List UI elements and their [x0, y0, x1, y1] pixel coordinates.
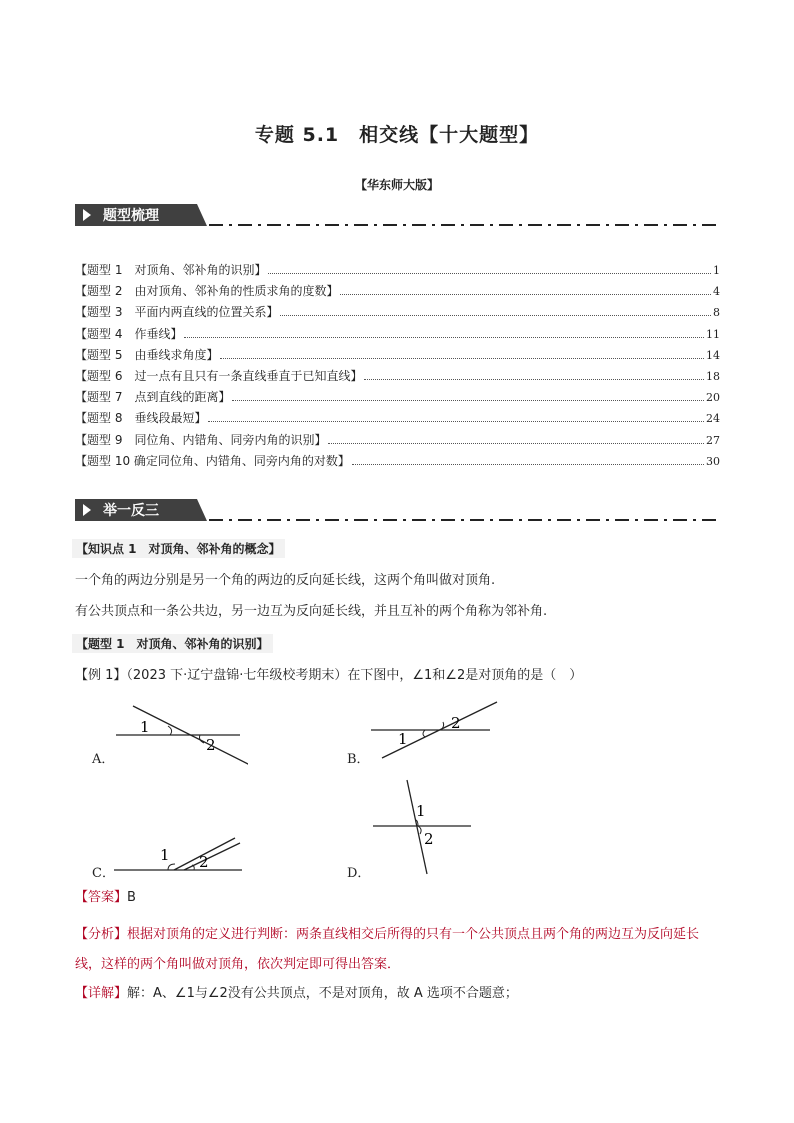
- svg-text:1: 1: [160, 846, 170, 864]
- toc-item[interactable]: [75, 408, 720, 429]
- svg-text:2: 2: [424, 830, 434, 848]
- toc-item-label: 【题型 8 垂线段最短】: [75, 411, 207, 426]
- figure-option-d[interactable]: [345, 776, 485, 881]
- toc-item[interactable]: [75, 302, 720, 323]
- toc-item-page: 24: [706, 412, 720, 426]
- toc-leader: [280, 305, 711, 316]
- banner-shape: [75, 497, 720, 523]
- figure-option-a[interactable]: [88, 700, 248, 770]
- toc-item-page: 30: [706, 454, 720, 468]
- toc-item-label: 【题型 9 同位角、内错角、同旁内角的识别】: [75, 432, 327, 447]
- section-banner-practice: [75, 497, 720, 523]
- edition-label: 【华东师大版】: [354, 178, 439, 192]
- toc-item-page: 20: [706, 391, 720, 405]
- toc-item[interactable]: [75, 324, 720, 345]
- toc-item-page: 14: [706, 348, 720, 362]
- knowledge-line-1: 一个角的两边分别是另一个角的两边的反向延长线，这两个角叫做对顶角.: [75, 573, 496, 588]
- toc-item[interactable]: [75, 387, 720, 408]
- toc-item-page: 1: [713, 264, 720, 277]
- toc-item-page: 18: [706, 369, 720, 383]
- toc-leader: [268, 263, 711, 274]
- question-type-tag: 【题型 1 对顶角、邻补角的识别】: [72, 634, 273, 653]
- svg-text:1: 1: [416, 802, 426, 820]
- section-banner-toc: [75, 202, 720, 228]
- toc-leader: [364, 369, 704, 380]
- answer-line: [75, 888, 725, 908]
- svg-text:2: 2: [206, 736, 216, 754]
- analysis-label: 【分析】: [75, 927, 128, 942]
- option-c-label: C．: [92, 866, 115, 881]
- svg-text:1: 1: [398, 730, 408, 748]
- toc-item[interactable]: [75, 260, 720, 281]
- toc-item-label: 【题型 7 点到直线的距离】: [75, 390, 231, 405]
- toc-item-label: 【题型 10 确定同位角、内错角、同旁内角的对数】: [75, 453, 350, 468]
- toc-item[interactable]: [75, 451, 720, 472]
- toc-leader: [328, 433, 704, 444]
- option-a-label: A．: [92, 752, 115, 767]
- svg-text:2: 2: [451, 714, 461, 732]
- svg-text:1: 1: [140, 718, 150, 736]
- toc-leader: [208, 411, 704, 422]
- banner-label: 题型梳理: [103, 208, 159, 224]
- toc-item-page: 11: [706, 327, 720, 341]
- detail-paragraph: [75, 984, 725, 1004]
- example-question: 【例 1】（2023 下·辽宁盘锦·七年级校考期末）在下图中，∠1和∠2是对顶角的是（ ）: [75, 668, 583, 683]
- toc-item-label: 【题型 3 平面内两直线的位置关系】: [75, 305, 279, 320]
- toc-leader: [340, 284, 711, 295]
- answer-value: B: [127, 890, 136, 905]
- toc-item-page: 4: [713, 285, 720, 299]
- toc-leader: [232, 390, 704, 401]
- knowledge-tag: 【知识点 1 对顶角、邻补角的概念】: [72, 539, 285, 558]
- detail-text: 解：A、∠1与∠2没有公共顶点，不是对顶角，故 A 选项不合题意；: [127, 986, 518, 1001]
- toc-leader: [184, 327, 704, 338]
- knowledge-line-2: 有公共顶点和一条公共边，另一边互为反向延长线，并且互补的两个角称为邻补角.: [75, 604, 548, 619]
- toc-item-label: 【题型 4 作垂线】: [75, 326, 183, 341]
- svg-text:2: 2: [199, 853, 209, 871]
- toc-item-label: 【题型 6 过一点有且只有一条直线垂直于已知直线】: [75, 368, 363, 383]
- toc-item[interactable]: [75, 345, 720, 366]
- figure-option-b[interactable]: [345, 700, 505, 770]
- banner-label: 举一反三: [103, 503, 159, 519]
- answer-label: 【答案】: [75, 890, 128, 905]
- toc-item[interactable]: [75, 366, 720, 387]
- figure-option-c[interactable]: [88, 830, 258, 885]
- option-b-label: B．: [347, 752, 370, 767]
- toc-item[interactable]: [75, 281, 720, 302]
- option-d-label: D．: [347, 866, 371, 881]
- toc-item-page: 27: [706, 433, 720, 447]
- analysis-paragraph: [75, 920, 725, 980]
- toc-leader: [220, 348, 704, 359]
- toc-item-label: 【题型 5 由垂线求角度】: [75, 347, 219, 362]
- toc-item[interactable]: [75, 430, 720, 451]
- toc-item-label: 【题型 1 对顶角、邻补角的识别】: [75, 263, 267, 277]
- analysis-text: 根据对顶角的定义进行判断：两条直线相交后所得的只有一个公共顶点且两个角的两边互为反向延长线，这样的两个角叫做对顶角，依次判定即可得出答案．: [75, 927, 700, 972]
- toc-item-page: 8: [713, 306, 720, 320]
- table-of-contents: [75, 260, 720, 472]
- banner-shape: [75, 202, 720, 228]
- page-title: 专题 5.1 相交线【十大题型】: [254, 124, 540, 146]
- toc-leader: [352, 454, 704, 465]
- toc-item-label: 【题型 2 由对顶角、邻补角的性质求角的度数】: [75, 284, 339, 299]
- detail-label: 【详解】: [75, 986, 128, 1001]
